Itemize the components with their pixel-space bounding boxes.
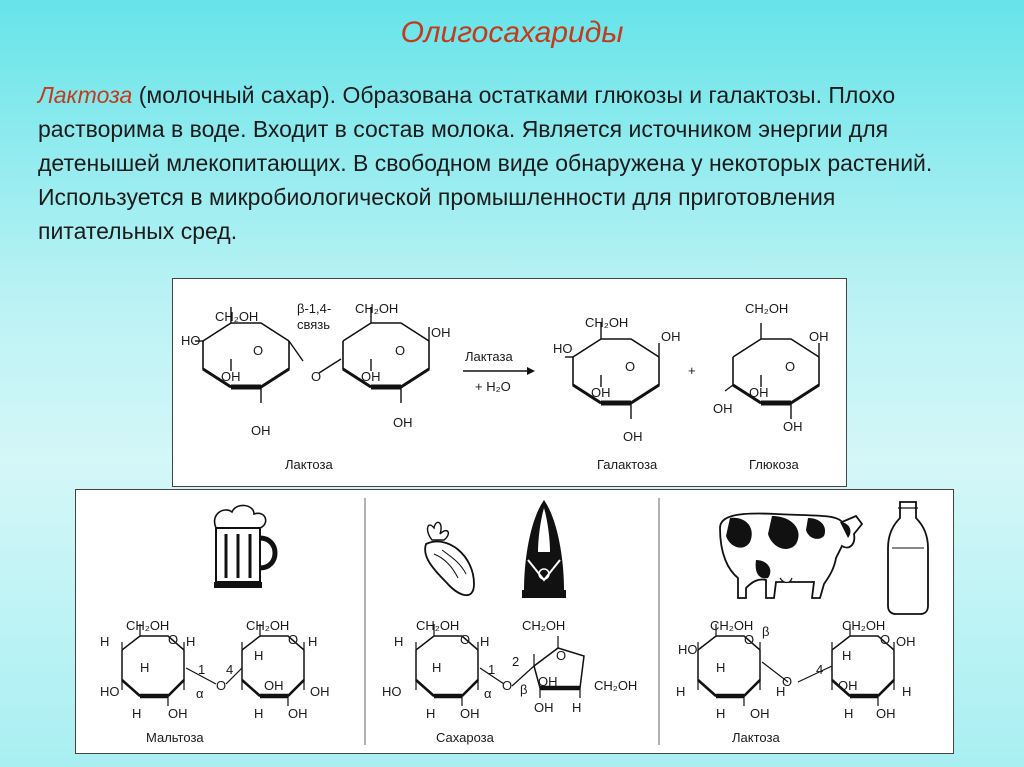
beer-mug-icon — [214, 505, 275, 588]
ring-oxygen-label: O — [880, 632, 891, 647]
ring-oxygen-label: O — [460, 632, 471, 647]
oh-label: OH — [264, 678, 284, 693]
position-label: 2 — [512, 654, 520, 669]
ring-oxygen-label: O — [785, 359, 796, 374]
glycosidic-oxygen-label: O — [782, 674, 793, 689]
h-label: H — [902, 684, 912, 699]
alpha-label: α — [196, 686, 204, 701]
ch2oh-label: CH₂OH — [710, 618, 754, 633]
ring-oxygen-label: O — [625, 359, 636, 374]
h-label: H — [100, 634, 110, 649]
ring-oxygen-label: O — [556, 648, 567, 663]
sugar-loaf-icon — [522, 500, 566, 598]
h-label: H — [132, 706, 142, 721]
ho-label: HO — [553, 341, 573, 356]
lactose-term: Лактоза — [38, 82, 133, 108]
bond-label: β-1,4- — [297, 301, 332, 316]
oh-label: OH — [251, 423, 271, 438]
ring-oxygen-label: O — [744, 632, 755, 647]
plus-sign: + — [688, 363, 696, 378]
alpha-label: α — [484, 686, 492, 701]
disaccharides-diagram — [76, 490, 953, 753]
ho-label: HO — [382, 684, 402, 699]
oh-label: OH — [393, 415, 413, 430]
oh-label: OH — [288, 706, 308, 721]
h-label: H — [254, 706, 264, 721]
oh-label: OH — [221, 369, 241, 384]
sucrose-caption: Сахароза — [436, 730, 494, 745]
enzyme-label: Лактаза — [465, 349, 513, 364]
h-label: H — [186, 634, 196, 649]
ring-oxygen-label: O — [395, 343, 406, 358]
h-label: H — [140, 660, 150, 675]
bond-label: связь — [297, 317, 331, 332]
h-label: H — [254, 648, 264, 663]
glucose-caption: Глюкоза — [749, 457, 799, 472]
cow-icon — [720, 514, 862, 598]
ch2oh-label: CH₂OH — [594, 678, 638, 693]
ring-oxygen-label: O — [253, 343, 264, 358]
oh-label: OH — [750, 706, 770, 721]
ch2oh-label: CH₂OH — [215, 309, 259, 324]
h-label: H — [842, 648, 852, 663]
h-label: H — [844, 706, 854, 721]
h-label: H — [776, 684, 786, 699]
glycosidic-oxygen-label: O — [311, 369, 322, 384]
galactose-ring — [565, 323, 659, 419]
oh-label: OH — [538, 674, 558, 689]
ch2oh-label: CH₂OH — [522, 618, 566, 633]
position-label: 4 — [816, 662, 824, 677]
oh-label: OH — [838, 678, 858, 693]
oh-label: OH — [749, 385, 769, 400]
ho-label: HO — [181, 333, 201, 348]
position-label: 1 — [198, 662, 206, 677]
oh-label: OH — [713, 401, 733, 416]
oh-label: OH — [661, 329, 681, 344]
ring-oxygen-label: O — [168, 632, 179, 647]
h-label: H — [426, 706, 436, 721]
oh-label: OH — [460, 706, 480, 721]
ho-label: HO — [678, 642, 698, 657]
milk-bottle-icon — [888, 502, 928, 614]
ch2oh-label: CH₂OH — [585, 315, 629, 330]
beta-label: β — [520, 682, 528, 697]
water-label: + H₂O — [475, 379, 511, 394]
ring-oxygen-label: O — [288, 632, 299, 647]
slide-title: Олигосахариды — [400, 16, 624, 49]
oh-label: OH — [896, 634, 916, 649]
disaccharides-panel — [75, 489, 954, 754]
sugar-beet-icon — [425, 522, 474, 595]
ch2oh-label: CH₂OH — [355, 301, 399, 316]
oh-label: OH — [591, 385, 611, 400]
ch2oh-label: CH₂OH — [416, 618, 460, 633]
lactose-bottom-caption: Лактоза — [732, 730, 780, 745]
beta-label: β — [762, 624, 770, 639]
lactose-description-text: (молочный сахар). Образована остатками глюкозы и галактозы. Плохо растворима в воде. Входит в состав молока. Является источником энергии для детенышей млекопитающих. В свободном виде обнаружена у некоторых растений. Используется в микробиологической промышленности для приготовления питательных сред. — [38, 82, 933, 244]
oh-label: OH — [168, 706, 188, 721]
galactose-caption: Галактоза — [597, 457, 658, 472]
oh-label: OH — [876, 706, 896, 721]
h-label: H — [716, 706, 726, 721]
h-label: H — [480, 634, 490, 649]
oh-label: OH — [310, 684, 330, 699]
glycosidic-oxygen-label: O — [216, 678, 227, 693]
oh-label: OH — [534, 700, 554, 715]
lactose-glucose-ring — [343, 307, 429, 403]
h-label: H — [716, 660, 726, 675]
lactose-hydrolysis-diagram — [173, 279, 846, 486]
lactose-description — [38, 78, 938, 248]
ch2oh-label: CH₂OH — [745, 301, 789, 316]
h-label: H — [308, 634, 318, 649]
maltose-caption: Мальтоза — [146, 730, 204, 745]
h-label: H — [432, 660, 442, 675]
ho-label: HO — [100, 684, 120, 699]
oh-label: OH — [809, 329, 829, 344]
glycosidic-oxygen-label: O — [502, 678, 513, 693]
h-label: H — [572, 700, 582, 715]
position-label: 1 — [488, 662, 496, 677]
oh-label: OH — [431, 325, 451, 340]
oh-label: OH — [783, 419, 803, 434]
h-label: H — [676, 684, 686, 699]
oh-label: OH — [623, 429, 643, 444]
glucose-ring — [725, 323, 819, 419]
ch2oh-label: CH₂OH — [842, 618, 886, 633]
oh-label: OH — [361, 369, 381, 384]
position-label: 4 — [226, 662, 234, 677]
ch2oh-label: CH₂OH — [126, 618, 170, 633]
ch2oh-label: CH₂OH — [246, 618, 290, 633]
lactose-caption: Лактоза — [285, 457, 333, 472]
lactose-hydrolysis-panel — [172, 278, 847, 487]
h-label: H — [394, 634, 404, 649]
